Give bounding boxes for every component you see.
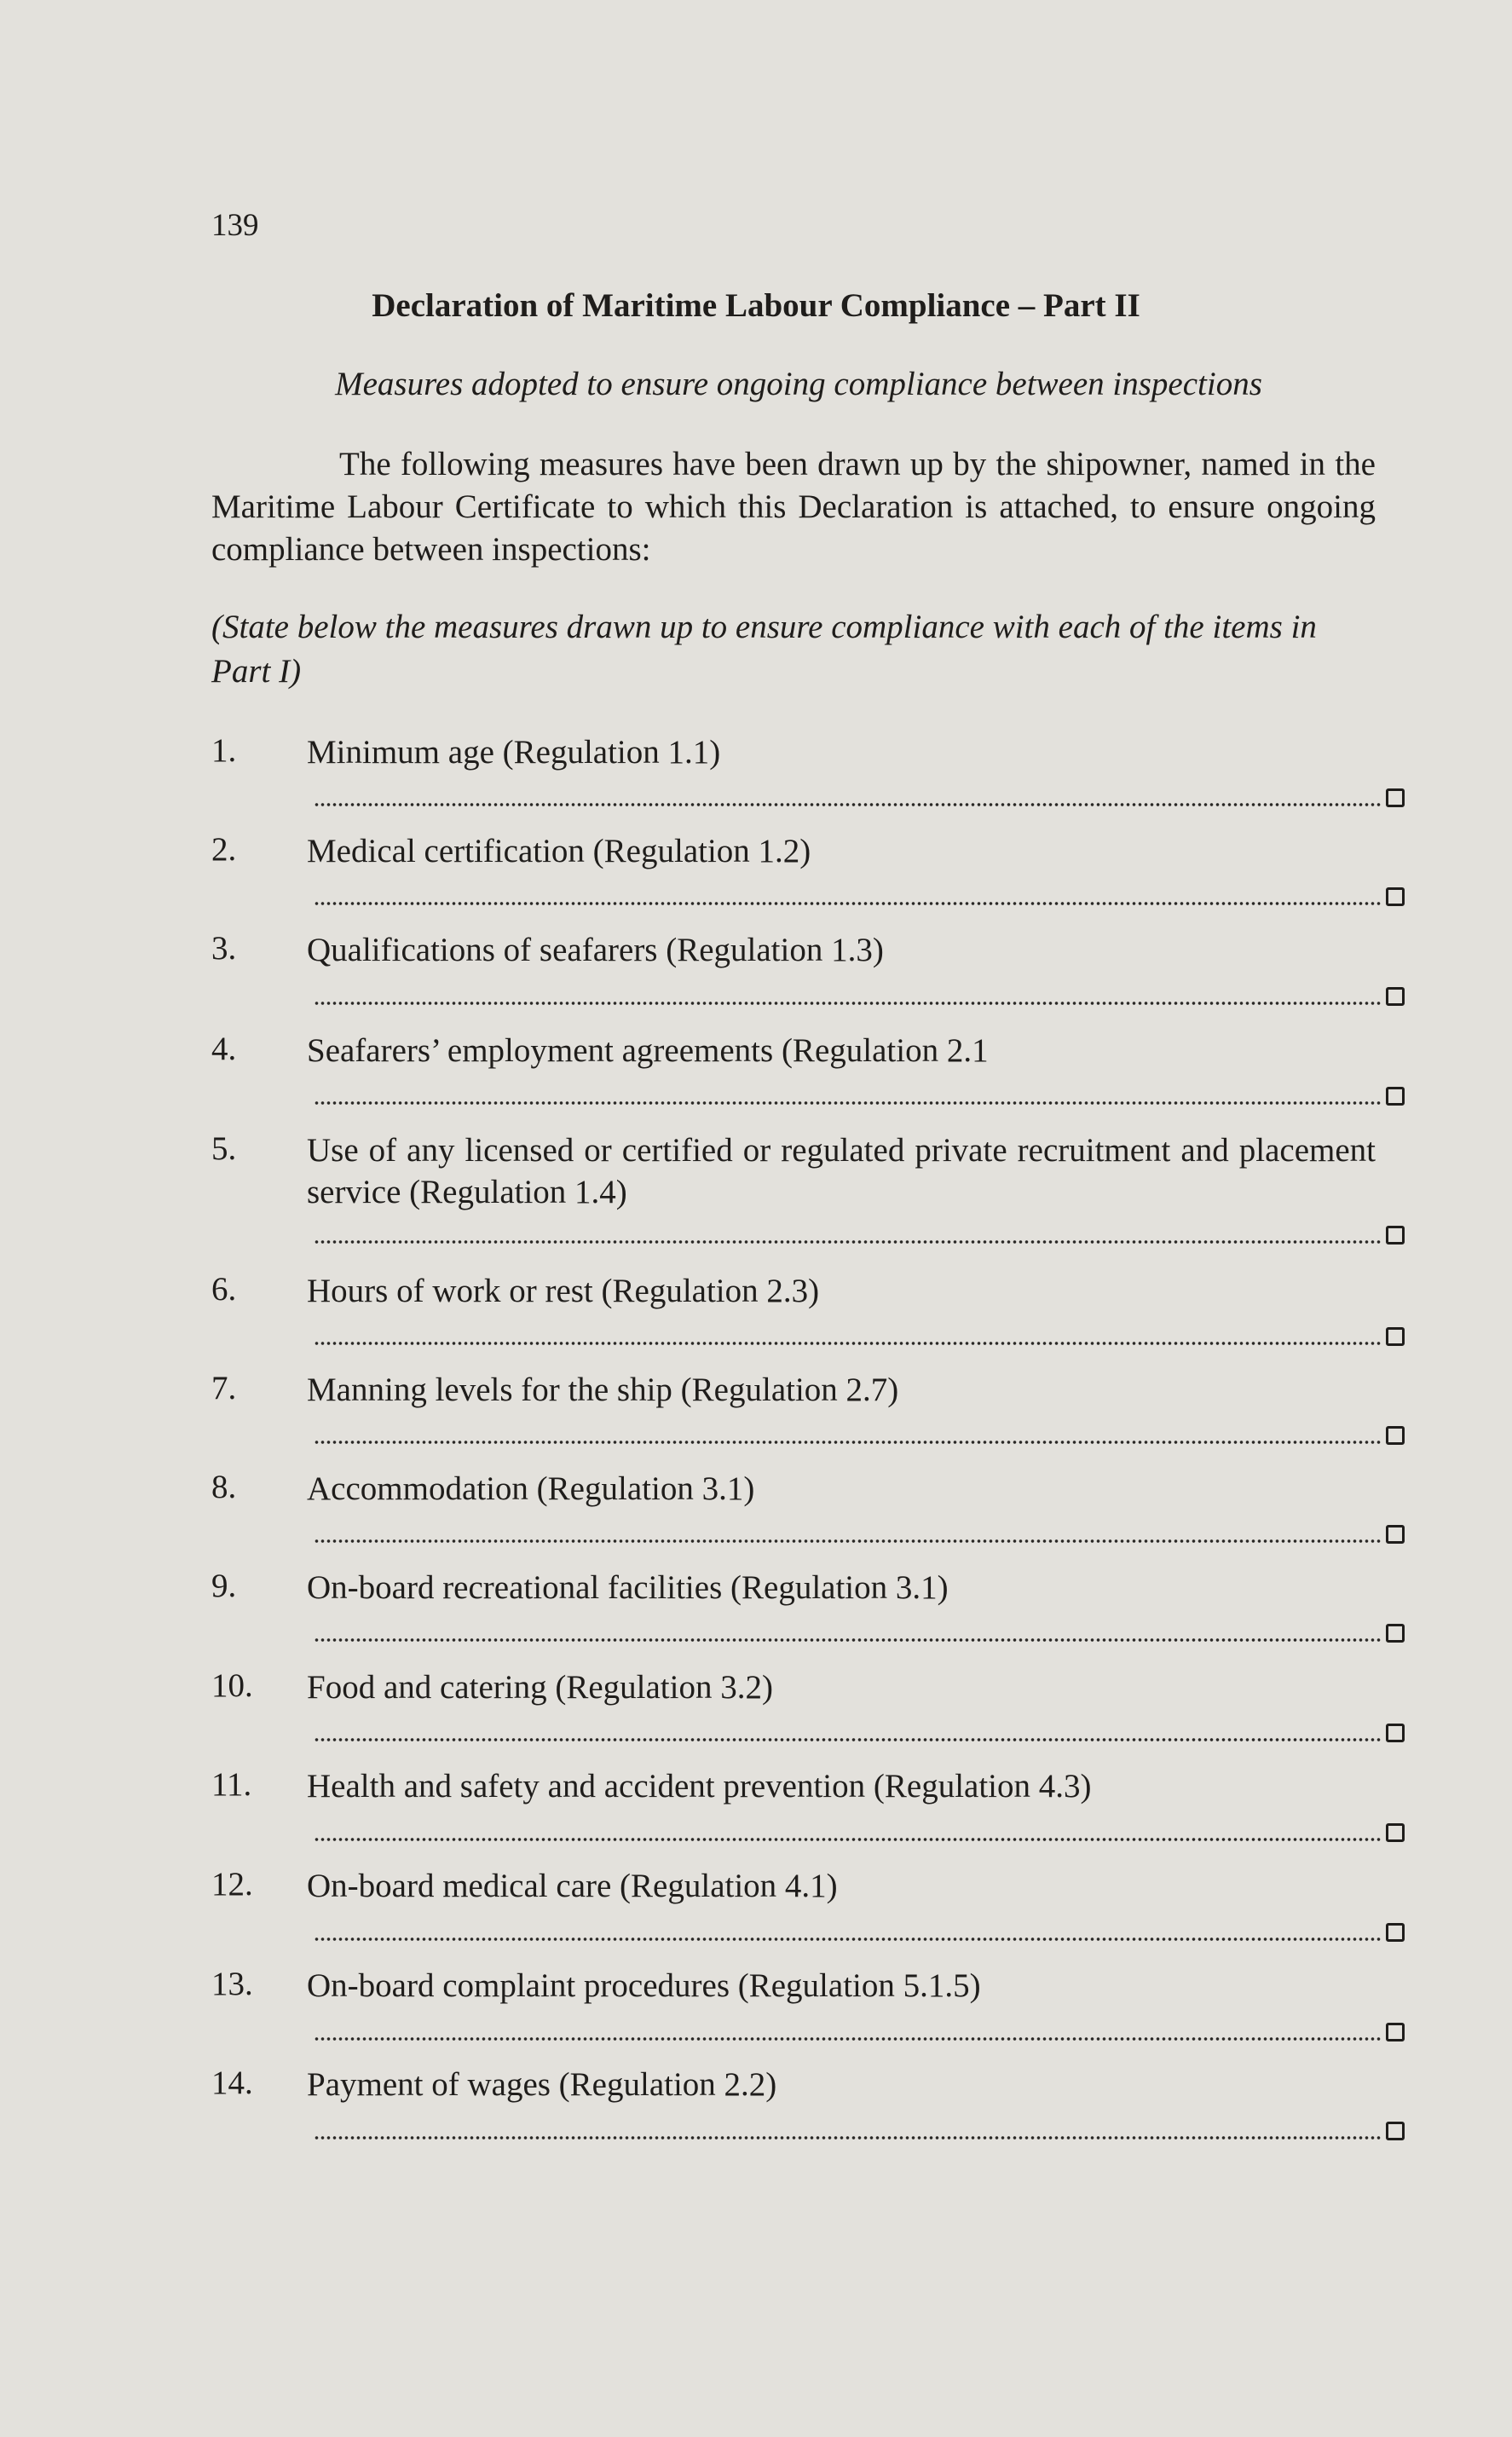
item-checkbox[interactable] (1386, 1525, 1405, 1544)
item-checkbox[interactable] (1386, 1823, 1405, 1842)
item-checkbox[interactable] (1386, 2023, 1405, 2041)
page-title: Declaration of Maritime Labour Compliance – Part II (372, 287, 1140, 324)
dotted-answer-line[interactable] (314, 1838, 1382, 1841)
item-label: Qualifications of seafarers (Regulation 1.3) (307, 932, 884, 968)
dotted-answer-line[interactable] (314, 2037, 1382, 2041)
item-label: On-board complaint procedures (Regulation 5.1.5) (307, 1967, 981, 2004)
item-checkbox[interactable] (1386, 1923, 1405, 1942)
item-number: 9. (211, 1568, 237, 1604)
item-number: 1. (211, 732, 237, 769)
item-label: On-board medical care (Regulation 4.1) (307, 1868, 838, 1904)
item-number: 8. (211, 1469, 237, 1505)
item-number: 5. (211, 1130, 237, 1167)
item-label: On-board recreational facilities (Regulation 3.1) (307, 1569, 949, 1606)
item-checkbox[interactable] (1386, 1327, 1405, 1346)
item-number: 12. (211, 1866, 253, 1903)
item-checkbox[interactable] (1386, 987, 1405, 1006)
item-label: Use of any licensed or certified or regulated private recruitment and placement service (Regulation 1.4) (307, 1132, 1376, 1210)
item-number: 7. (211, 1370, 237, 1406)
item-checkbox[interactable] (1386, 1087, 1405, 1106)
item-checkbox[interactable] (1386, 1724, 1405, 1742)
item-number: 6. (211, 1271, 237, 1308)
dotted-answer-line[interactable] (314, 1441, 1382, 1444)
instruction-text: (State below the measures drawn up to ensure compliance with each of the items in Part I) (211, 609, 1317, 690)
item-number: 13. (211, 1966, 253, 2002)
item-number: 10. (211, 1667, 253, 1704)
page-number: 139 (211, 208, 259, 243)
dotted-answer-line[interactable] (314, 902, 1382, 905)
page-subtitle: Measures adopted to ensure ongoing compliance between inspections (335, 366, 1262, 402)
item-label: Medical certification (Regulation 1.2) (307, 833, 811, 869)
item-label: Accommodation (Regulation 3.1) (307, 1470, 755, 1507)
item-label: Food and catering (Regulation 3.2) (307, 1669, 773, 1706)
item-checkbox[interactable] (1386, 1226, 1405, 1244)
item-checkbox[interactable] (1386, 1426, 1405, 1445)
item-checkbox[interactable] (1386, 887, 1405, 906)
item-number: 2. (211, 831, 237, 868)
item-number: 3. (211, 930, 237, 967)
item-checkbox[interactable] (1386, 1624, 1405, 1643)
item-label: Minimum age (Regulation 1.1) (307, 734, 721, 771)
dotted-answer-line[interactable] (314, 1638, 1382, 1642)
dotted-answer-line[interactable] (314, 1539, 1382, 1543)
item-number: 11. (211, 1766, 252, 1803)
dotted-answer-line[interactable] (314, 1002, 1382, 1005)
item-checkbox[interactable] (1386, 788, 1405, 807)
item-label: Health and safety and accident prevention (Regulation 4.3) (307, 1768, 1092, 1805)
dotted-answer-line[interactable] (314, 1738, 1382, 1741)
dotted-answer-line[interactable] (314, 1937, 1382, 1941)
dotted-answer-line[interactable] (314, 1101, 1382, 1105)
dotted-answer-line[interactable] (314, 1342, 1382, 1345)
intro-paragraph: The following measures have been drawn up by the shipowner, named in the Maritime Labour Certificate to which this Declaration is attached, to ensure ongoing compliance between inspections: (211, 446, 1376, 568)
item-label: Payment of wages (Regulation 2.2) (307, 2066, 777, 2103)
item-number: 14. (211, 2065, 253, 2101)
dotted-answer-line[interactable] (314, 1240, 1382, 1244)
item-label: Hours of work or rest (Regulation 2.3) (307, 1273, 820, 1309)
dotted-answer-line[interactable] (314, 803, 1382, 806)
item-label: Manning levels for the ship (Regulation 2.7) (307, 1372, 899, 1408)
item-label: Seafarers’ employment agreements (Regulation 2.1 (307, 1032, 989, 1069)
item-number: 4. (211, 1031, 237, 1067)
item-checkbox[interactable] (1386, 2122, 1405, 2140)
dotted-answer-line[interactable] (314, 2136, 1382, 2140)
